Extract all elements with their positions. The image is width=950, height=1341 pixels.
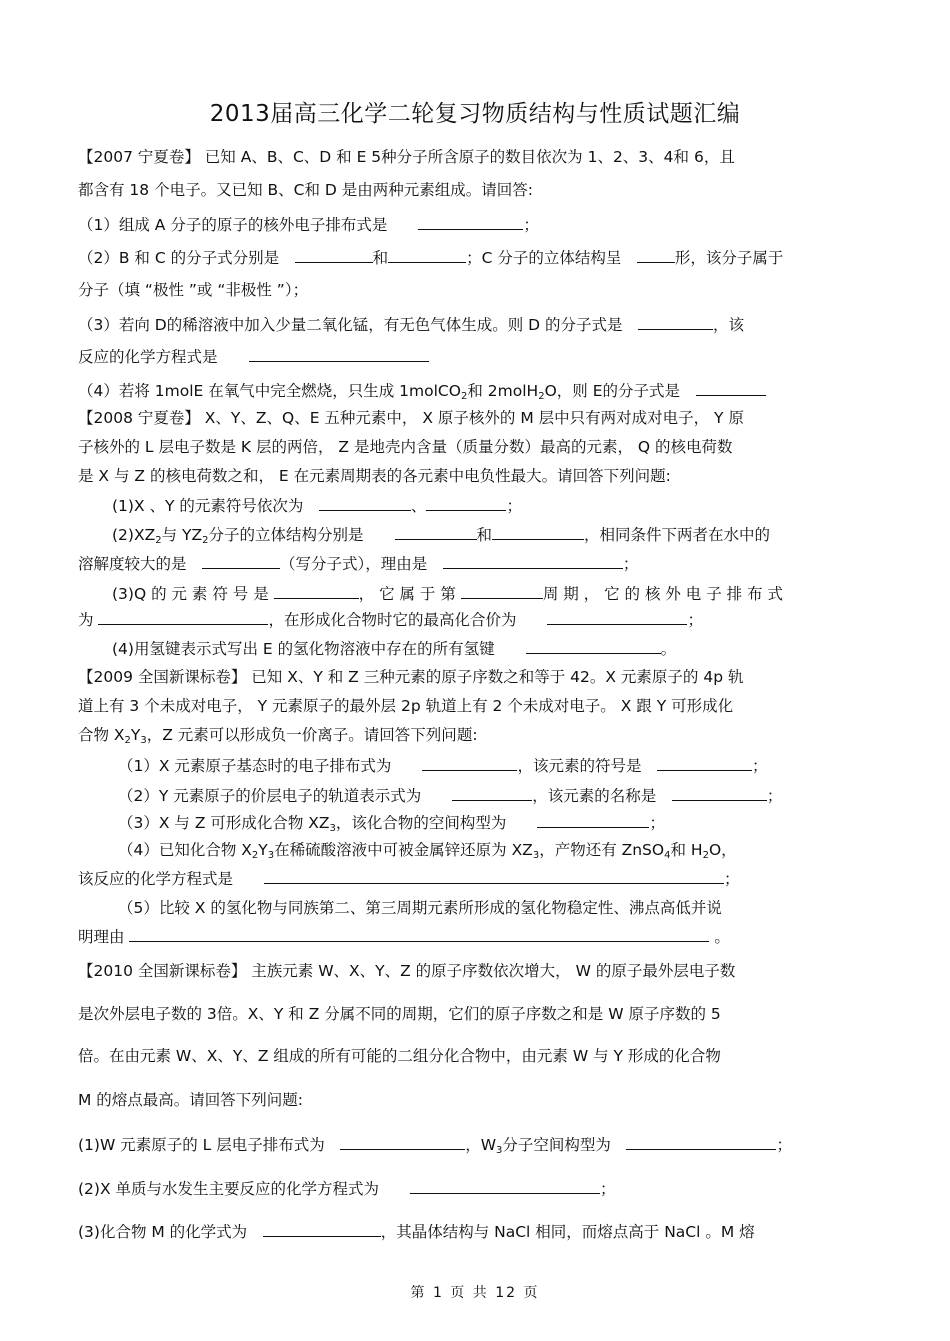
q2009-item-2: （2）Y 元素原子的价层电子的轨道表示式为 ，该元素的名称是 ； bbox=[118, 787, 783, 805]
answer-blank[interactable] bbox=[452, 785, 532, 801]
answer-blank[interactable] bbox=[98, 609, 268, 625]
q2008-line-3: 是 X 与 Z 的核电荷数之和， E 在元素周期表的各元素中电负性最大。请回答下列问题: bbox=[78, 467, 671, 485]
answer-blank[interactable] bbox=[263, 1221, 381, 1237]
q2007-item-2: （2）B 和 C 的分子式分别是 和 ；C 分子的立体结构呈 形，该分子属于 bbox=[78, 249, 784, 267]
q2009-line-3: 合物 $X_2Y_3$，Z 元素可以形成负一价离子。请回答下列问题: bbox=[78, 726, 478, 746]
q2009-item-1: （1）X 元素原子基态时的电子排布式为 ，该元素的符号是 ； bbox=[118, 757, 768, 775]
q2010-line-2: 是次外层电子数的 3倍。X、Y 和 Z 分属不同的周期，它们的原子序数之和是 W 原子序数的 5 bbox=[78, 1005, 721, 1023]
answer-blank[interactable] bbox=[626, 1134, 776, 1150]
q2010-line-4: M 的熔点最高。请回答下列问题: bbox=[78, 1091, 304, 1109]
answer-blank[interactable] bbox=[696, 380, 766, 396]
q2007-line-1: 【2007 宁夏卷】 已知 A、B、C、D 和 E 5种分子所含原子的数目依次为 1、2、3、4和 6，且 bbox=[78, 148, 735, 166]
q2008-item-1: (1)X 、Y 的元素符号依次为 、 ； bbox=[112, 497, 522, 515]
answer-blank[interactable] bbox=[638, 314, 713, 330]
answer-blank[interactable] bbox=[249, 346, 429, 362]
answer-blank[interactable] bbox=[418, 214, 523, 230]
q2008-item-3-cont: 为 ，在形成化合物时它的最高化合价为 ； bbox=[78, 611, 703, 629]
q2010-item-2: (2)X 单质与水发生主要反应的化学方程式为 ； bbox=[78, 1180, 616, 1198]
answer-blank[interactable] bbox=[657, 755, 752, 771]
q2010-item-3: (3)化合物 M 的化学式为 ，其晶体结构与 NaCl 相同，而熔点高于 NaCl 。M 熔 bbox=[78, 1223, 755, 1241]
q2007-line-2: 都含有 18 个电子。又已知 B、C和 D 是由两种元素组成。请回答: bbox=[78, 181, 533, 199]
q2009-item-5-cont: 明理由 。 bbox=[78, 928, 730, 946]
answer-blank[interactable] bbox=[492, 524, 584, 540]
q2008-item-2-cont: 溶解度较大的是 （写分子式），理由是 ； bbox=[78, 555, 639, 573]
page-title: 2013届高三化学二轮复习物质结构与性质试题汇编 bbox=[209, 101, 741, 127]
answer-blank[interactable] bbox=[202, 553, 280, 569]
q2009-item-4: （4）已知化合物 $X_2Y_3$在稀硫酸溶液中可被金属锌还原为 $XZ_3$，产物还有 ZnSO$_4$和 $H_2O$， bbox=[118, 841, 737, 861]
q2007-item-3-cont: 反应的化学方程式是 bbox=[78, 346, 878, 367]
q2008-item-3: (3)Q 的 元 素 符 号 是 ， 它 属 于 第 周 期 ， 它 的 核 外 电 子 排 布 式 bbox=[112, 585, 784, 603]
q2008-line-2: 子核外的 L 层电子数是 K 层的两倍， Z 是地壳内含量（质量分数）最高的元素， Q 的核电荷数 bbox=[78, 438, 733, 456]
q2010-line-3: 倍。在由元素 W、X、Y、Z 组成的所有可能的二组分化合物中，由元素 W 与 Y 形成的化合物 bbox=[78, 1047, 721, 1065]
answer-blank[interactable] bbox=[388, 247, 466, 263]
q2009-line-1: 【2009 全国新课标卷】 已知 X、Y 和 Z 三种元素的原子序数之和等于 42。X 元素原子的 4p 轨 bbox=[78, 668, 744, 686]
q2007-item-4: （4）若将 1molE 在氧气中完全燃烧，只生成 1molCO$_2$和 2molH$_2$O，则 E的分子式是 bbox=[78, 380, 878, 401]
answer-blank[interactable] bbox=[422, 755, 517, 771]
q2008-item-2: $(2)XZ_2$与 $YZ_2$分子的立体结构分别是 和 ，相同条件下两者在水中的 bbox=[112, 526, 771, 546]
answer-blank[interactable] bbox=[340, 1134, 465, 1150]
q2008-item-4: (4)用氢键表示式写出 E 的氢化物溶液中存在的所有氢键 。 bbox=[112, 640, 677, 658]
q2009-item-3: （3）X 与 Z 可形成化合物 $XZ_3$，该化合物的空间构型为 ； bbox=[118, 814, 665, 834]
answer-blank[interactable] bbox=[461, 583, 543, 599]
answer-blank[interactable] bbox=[526, 638, 661, 654]
answer-blank[interactable] bbox=[537, 812, 649, 828]
q2008-line-1: 【2008 宁夏卷】 X、Y、Z、Q、E 五种元素中， X 原子核外的 M 层中只有两对成对电子， Y 原 bbox=[78, 409, 744, 427]
answer-blank[interactable] bbox=[547, 609, 687, 625]
q2009-item-5: （5）比较 X 的氢化物与同族第二、第三周期元素所形成的氢化物稳定性、沸点高低并说 bbox=[118, 899, 722, 917]
answer-blank[interactable] bbox=[264, 868, 724, 884]
answer-blank[interactable] bbox=[443, 553, 623, 569]
q2009-item-4-cont: 该反应的化学方程式是 ； bbox=[78, 870, 740, 888]
q2007-item-3: （3）若向 D的稀溶液中加入少量二氧化锰，有无色气体生成。则 D 的分子式是 ，该 bbox=[78, 316, 745, 334]
q2007-item-1: （1）组成 A 分子的原子的核外电子排布式是 ； bbox=[78, 216, 539, 234]
answer-blank[interactable] bbox=[395, 524, 477, 540]
answer-blank[interactable] bbox=[129, 926, 709, 942]
page-footer: 第 1 页 共 12 页 bbox=[410, 1285, 540, 1301]
q2010-item-1: (1)W 元素原子的 L 层电子排布式为 ，$W_3$分子空间构型为 ； bbox=[78, 1136, 792, 1156]
q2009-line-2: 道上有 3 个未成对电子， Y 元素原子的最外层 2p 轨道上有 2 个未成对电子。 X 跟 Y 可形成化 bbox=[78, 697, 734, 715]
answer-blank[interactable] bbox=[274, 583, 359, 599]
answer-blank[interactable] bbox=[672, 785, 767, 801]
answer-blank[interactable] bbox=[426, 495, 506, 511]
answer-blank[interactable] bbox=[295, 247, 373, 263]
answer-blank[interactable] bbox=[410, 1178, 600, 1194]
answer-blank[interactable] bbox=[637, 247, 675, 263]
answer-blank[interactable] bbox=[319, 495, 411, 511]
q2007-item-2-cont: 分子（填 “极性 ”或 “非极性 ”）； bbox=[78, 281, 309, 299]
q2010-line-1: 【2010 全国新课标卷】 主族元素 W、X、Y、Z 的原子序数依次增大， W 的原子最外层电子数 bbox=[78, 962, 736, 980]
